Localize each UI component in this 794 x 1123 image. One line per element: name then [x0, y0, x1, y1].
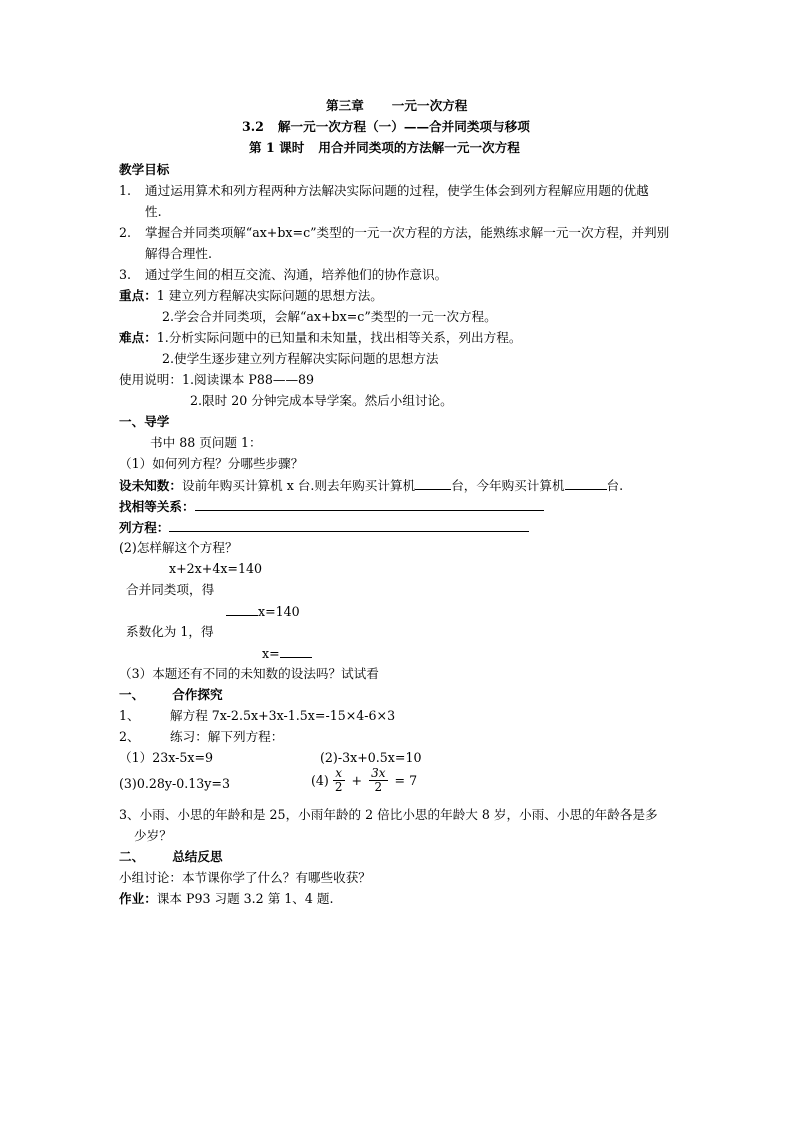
- exercise-3: (3)0.28y-0.13y=3: [119, 776, 230, 791]
- difficulty-2: 2.使学生逐步建立列方程解决实际问题的思想方法: [162, 351, 439, 366]
- explore-item-3-line1: 3、小雨、小思的年龄和是 25，小雨年龄的 2 倍比小思的年龄大 8 岁，小雨、小思的年龄各是多: [119, 807, 658, 822]
- homework-label: 作业：: [119, 891, 157, 906]
- blank-last-year[interactable]: [415, 477, 451, 490]
- objective-3-line1: 通过学生间的相互交流、沟通，培养他们的协作意识。: [145, 267, 448, 282]
- exercise-4: [311, 767, 420, 793]
- usage-line1: [119, 372, 314, 387]
- fraction-1-denominator: 2: [334, 779, 343, 794]
- step-normalize: 系数化为 1，得: [126, 624, 214, 639]
- difficulty-1: 1.分析实际问题中的已知量和未知量，找出相等关系，列出方程。: [156, 330, 522, 345]
- fraction-2-denominator: 2: [374, 779, 383, 794]
- exercise-1: （1）23x-5x=9: [119, 750, 214, 765]
- explore-heading: [119, 687, 223, 702]
- guide-question-3: （3）本题还有不同的未知数的设法吗？试试看: [119, 666, 379, 681]
- objective-3-number: 3.: [119, 267, 132, 282]
- fraction-1-numerator: x: [333, 767, 345, 781]
- lesson-name: 用合并同类项的方法解一元一次方程: [318, 140, 520, 155]
- fraction-2-numerator: 3x: [371, 766, 386, 780]
- explore-item-3-line2: 少岁？: [134, 828, 172, 843]
- unknown-text-b: 台，今年购买计算机: [451, 478, 565, 493]
- homework-text: 课本 P93 习题 3.2 第 1、4 题.: [156, 891, 334, 906]
- summary-heading: [119, 849, 223, 864]
- key-points-line1: [119, 288, 383, 303]
- section-number: 3.2: [242, 119, 264, 134]
- lesson-number: 第 1 课时: [249, 140, 305, 155]
- section-title: [242, 119, 530, 134]
- summary-discussion: 小组讨论：本节课你学了什么？有哪些收获？: [119, 870, 371, 885]
- exercise-4-label: (4): [311, 772, 329, 788]
- chapter-name: 一元一次方程: [391, 98, 468, 113]
- equation-line: [119, 519, 529, 535]
- plus-sign: +: [351, 772, 363, 788]
- explore-item-2-text: 练习：解下列方程：: [170, 729, 284, 744]
- exercise-4-fraction-1: [333, 767, 345, 793]
- equation-3-line: [262, 645, 312, 661]
- exercise-2: (2)-3x+0.5x=10: [320, 750, 422, 765]
- lesson-title: [249, 140, 520, 155]
- guide-question-2: (2)怎样解这个方程？: [119, 540, 238, 555]
- blank-coefficient[interactable]: [226, 603, 258, 616]
- key-point-2: 2.学会合并同类项，会解“ax+bx=c”类型的一元一次方程。: [162, 309, 497, 324]
- step-combine: 合并同类项，得: [126, 582, 215, 597]
- section-name: 解一元一次方程（一）——合并同类项与移项: [277, 119, 530, 134]
- blank-relation[interactable]: [195, 498, 544, 511]
- objective-1-line2: 性.: [145, 204, 162, 219]
- guide-intro: 书中 88 页问题 1：: [150, 435, 262, 450]
- difficulties-label: 难点：: [119, 330, 157, 345]
- equation-2-suffix: x=140: [258, 604, 300, 619]
- usage-item-2: 2.限时 20 分钟完成本导学案。然后小组讨论。: [190, 393, 453, 408]
- unknown-line: [119, 477, 623, 493]
- usage-label: 使用说明：: [119, 372, 182, 387]
- guide-question-1: （1）如何列方程？分哪些步骤？: [119, 456, 304, 471]
- explore-item-1-text: 解方程 7x-2.5x+3x-1.5x=-15×4-6×3: [170, 708, 396, 723]
- unknown-text-a: 设前年购买计算机 x 台.则去年购买计算机: [181, 478, 416, 493]
- exercise-4-rhs: = 7: [394, 772, 418, 788]
- objective-1-number: 1.: [119, 183, 132, 198]
- equation-2-line: [226, 603, 300, 619]
- objective-2-number: 2.: [119, 225, 132, 240]
- unknown-label: 设未知数：: [119, 478, 182, 493]
- usage-item-1: 1.阅读课本 P88——89: [181, 372, 315, 387]
- blank-this-year[interactable]: [565, 477, 607, 490]
- relation-label: 找相等关系：: [119, 499, 195, 514]
- equation-label: 列方程：: [119, 520, 170, 535]
- objective-1-line1: 通过运用算术和列方程两种方法解决实际问题的过程，使学生体会到列方程解应用题的优越: [145, 183, 649, 198]
- blank-solution[interactable]: [280, 645, 312, 658]
- objectives-heading: 教学目标: [119, 162, 170, 177]
- summary-heading-number: 二、: [119, 849, 145, 864]
- explore-heading-number: 一、: [119, 687, 145, 702]
- guide-heading: 一、导学: [119, 414, 170, 429]
- blank-equation[interactable]: [169, 519, 529, 532]
- chapter-number: 第三章: [326, 98, 364, 113]
- equation-3-prefix: x=: [262, 646, 280, 661]
- objective-2-line1: 掌握合并同类项解“ax+bx=c”类型的一元一次方程的方法，能熟练求解一元一次方程，并判别: [145, 225, 670, 240]
- summary-heading-text: 总结反思: [172, 849, 223, 864]
- unknown-text-c: 台.: [606, 478, 624, 493]
- exercise-4-fraction-2: [369, 767, 387, 793]
- objective-2-line2: 解得合理性.: [145, 246, 212, 261]
- chapter-title: [326, 98, 467, 113]
- key-points-label: 重点：: [119, 288, 157, 303]
- equation-1: x+2x+4x=140: [169, 561, 263, 576]
- explore-heading-text: 合作探究: [172, 687, 223, 702]
- key-point-1: 1 建立列方程解决实际问题的思想方法。: [156, 288, 383, 303]
- relation-line: [119, 498, 544, 514]
- difficulties-line1: [119, 330, 521, 345]
- explore-item-1-number: 1、: [119, 708, 140, 723]
- explore-item-2-number: 2、: [119, 729, 140, 744]
- homework-line: [119, 891, 334, 906]
